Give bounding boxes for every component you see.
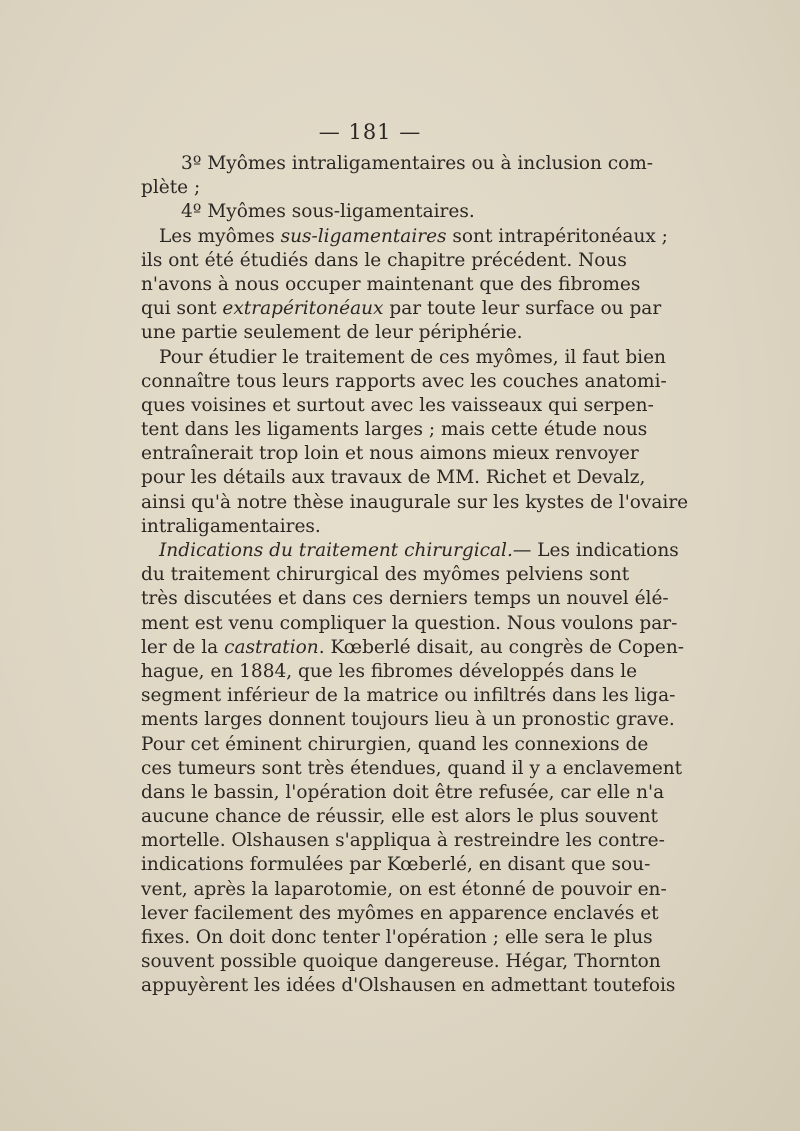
text-segment: . Kœberlé disait, au congrès de Copen- (318, 636, 685, 658)
text-line (141, 491, 689, 515)
text-segment: du traitement chirurgical des myômes pelviens sont (141, 564, 630, 586)
text-line (141, 152, 654, 176)
text-line (141, 612, 678, 636)
text-line (141, 757, 683, 781)
text-segment: sont intrapéritonéaux ; (446, 225, 668, 247)
text-line (141, 563, 630, 587)
text-segment: ler de la (141, 636, 225, 658)
text-segment: Les myômes (159, 225, 281, 247)
text-line (141, 442, 639, 466)
text-segment: connaître tous leurs rapports avec les couches anatomi- (141, 370, 667, 392)
text-line (141, 781, 665, 805)
text-line (141, 660, 638, 684)
text-line (141, 805, 658, 829)
text-line (141, 829, 665, 853)
text-line (141, 926, 653, 950)
text-line (141, 225, 668, 249)
text-line (141, 684, 676, 708)
text-line (141, 249, 627, 273)
text-segment: par toute leur surface ou par (383, 298, 662, 320)
text-segment: dans le bassin, l'opération doit être refusée, car elle n'a (141, 781, 665, 803)
text-line (141, 466, 646, 490)
text-segment: 4º Myômes sous-ligamentaires. (181, 201, 475, 223)
text-segment: intraligamentaires. (141, 515, 321, 537)
text-segment: hague, en 1884, que les fibromes développés dans le (141, 660, 638, 682)
text-segment: appuyèrent les idées d'Olshausen en admettant toutefois (141, 975, 676, 997)
text-line (141, 370, 667, 394)
text-line (141, 878, 667, 902)
text-segment: n'avons à nous occuper maintenant que des fibromes (141, 273, 641, 295)
text-line (141, 418, 648, 442)
text-line (141, 708, 675, 732)
text-segment: plète ; (141, 177, 201, 199)
italic-text: sus-ligamentaires (280, 225, 447, 247)
italic-text: Indications du traitement chirurgical. (159, 540, 513, 561)
text-segment: ment est venu compliquer la question. Nous voulons par- (141, 612, 678, 634)
text-segment: aucune chance de réussir, elle est alors le plus souvent (141, 806, 658, 828)
text-segment: Pour étudier le traitement de ces myômes, il faut bien (159, 346, 666, 368)
text-line (141, 853, 651, 877)
text-segment: lever facilement des myômes en apparence enclavés et (141, 902, 659, 924)
body-text (141, 152, 689, 999)
text-segment: ces tumeurs sont très étendues, quand il y a enclavement (141, 757, 683, 779)
text-segment: — Les indications (512, 540, 679, 561)
text-segment: tent dans les ligaments larges ; mais cette étude nous (141, 419, 648, 441)
text-segment: 3º Myômes intraligamentaires ou à inclusion com- (181, 153, 654, 174)
text-segment: mortelle. Olshausen s'appliqua à restreindre les contre- (141, 830, 665, 852)
text-line (141, 515, 601, 539)
text-segment: qui sont (141, 298, 223, 320)
page-number: — 181 — (318, 120, 422, 144)
text-segment: ments larges donnent toujours lieu à un pronostic grave. (141, 709, 675, 731)
text-line (141, 200, 601, 224)
text-segment: ques voisines et surtout avec les vaisseaux qui serpen- (141, 394, 654, 416)
text-line (141, 346, 666, 370)
text-segment: souvent possible quoique dangereuse. Hégar, Thornton (141, 951, 661, 973)
text-line (141, 273, 641, 297)
text-segment: vent, après la laparotomie, on est étonné de pouvoir en- (141, 878, 667, 900)
text-line (141, 321, 601, 345)
text-segment: entraînerait trop loin et nous aimons mieux renvoyer (141, 443, 639, 465)
text-line (141, 636, 685, 660)
text-line (141, 974, 676, 998)
text-segment: indications formulées par Kœberlé, en disant que sou- (141, 854, 651, 876)
text-line (141, 176, 601, 200)
text-segment: très discutées et dans ces derniers temps un nouvel élé- (141, 588, 669, 610)
text-line (141, 733, 649, 757)
text-line (141, 902, 659, 926)
text-line (141, 950, 661, 974)
text-line (141, 539, 679, 563)
text-line (141, 587, 669, 611)
text-segment: une partie seulement de leur périphérie. (141, 322, 523, 344)
text-line (141, 297, 662, 321)
text-segment: ainsi qu'à notre thèse inaugurale sur les kystes de l'ovaire (141, 491, 689, 513)
text-segment: ils ont été étudiés dans le chapitre précédent. Nous (141, 249, 627, 271)
text-segment: Pour cet éminent chirurgien, quand les connexions de (141, 733, 649, 755)
text-line (141, 394, 654, 418)
text-segment: fixes. On doit donc tenter l'opération ; elle sera le plus (141, 927, 653, 948)
text-segment: pour les détails aux travaux de MM. Richet et Devalz, (141, 467, 646, 489)
text-segment: segment inférieur de la matrice ou infiltrés dans les liga- (141, 685, 676, 707)
italic-text: extrapéritonéaux (222, 298, 384, 320)
italic-text: castration (224, 636, 319, 658)
